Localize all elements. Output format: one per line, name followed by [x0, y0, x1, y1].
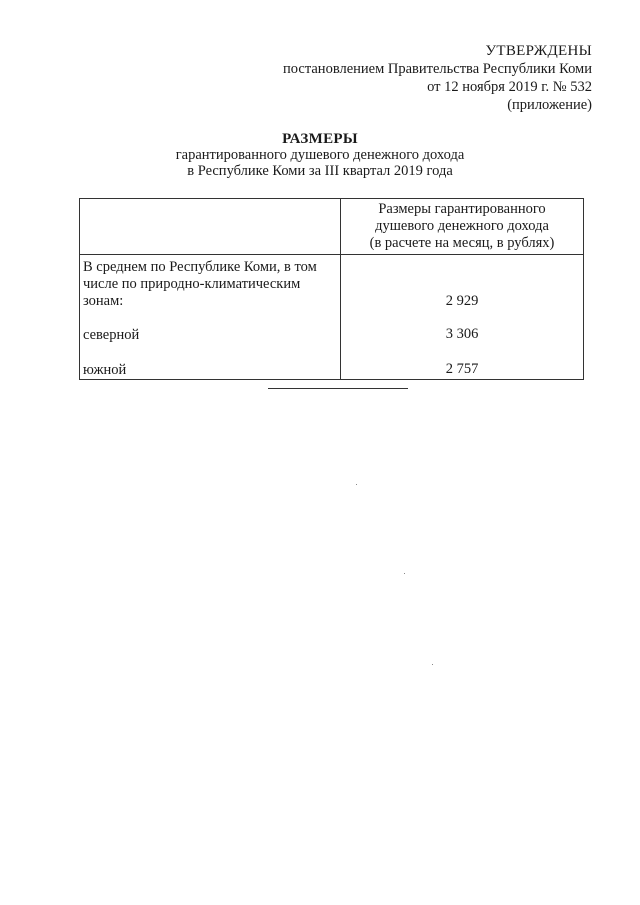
- approval-appendix-line: (приложение): [507, 97, 592, 113]
- income-sizes-table: [79, 198, 584, 380]
- document-title-block: [0, 131, 640, 179]
- approval-stamp-label: УТВЕРЖДЕНЫ: [485, 43, 592, 59]
- value-average: 2 929: [445, 293, 479, 309]
- table-labels-cell: [80, 255, 341, 380]
- closing-rule: [268, 388, 408, 389]
- header-line: (в расчете на месяц, в рублях): [369, 235, 555, 251]
- document-subtitle-line2: в Республике Коми за III квартал 2019 года: [187, 163, 453, 179]
- header-line: Размеры гарантированного: [378, 201, 546, 217]
- scan-speck: [356, 484, 357, 485]
- document-subtitle-line1: гарантированного душевого денежного дохода: [175, 147, 465, 163]
- row-label-line: северной: [83, 327, 140, 343]
- value-northern: 3 306: [445, 326, 479, 342]
- table-header-left: [80, 199, 341, 255]
- table-row: [80, 255, 584, 380]
- row-label-line: зонам:: [83, 293, 124, 309]
- approval-block: [283, 42, 592, 114]
- row-label-line: В среднем по Республике Коми, в том: [83, 259, 317, 275]
- table-header-right: [341, 199, 584, 255]
- scan-speck: [404, 573, 405, 574]
- scan-speck: [432, 664, 433, 665]
- table-header-row: [80, 199, 584, 255]
- approval-resolution-line: постановлением Правительства Республики Коми: [283, 61, 592, 77]
- approval-date-line: от 12 ноября 2019 г. № 532: [427, 79, 592, 95]
- document-title: РАЗМЕРЫ: [282, 131, 358, 147]
- row-label-line: южной: [83, 362, 127, 378]
- header-line: душевого денежного дохода: [375, 218, 549, 234]
- value-southern: 2 757: [445, 361, 479, 377]
- row-label-line: числе по природно-климатическим: [83, 276, 301, 292]
- table-values-cell: [341, 255, 584, 380]
